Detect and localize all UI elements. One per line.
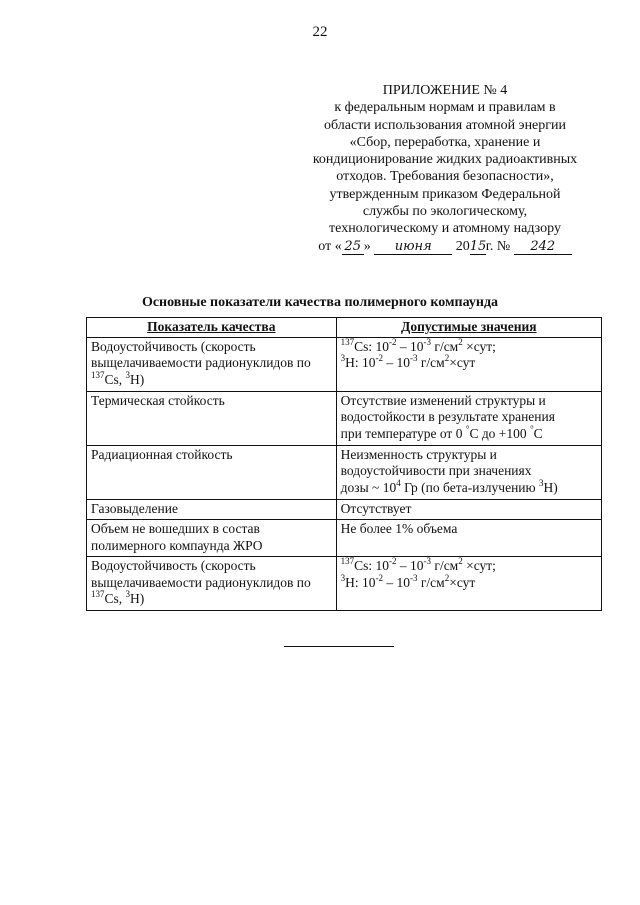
indicator-text: $^{137}$Cs, $^3$H) — [91, 589, 145, 606]
appendix-title: ПРИЛОЖЕНИЕ № 4 — [382, 83, 508, 98]
table-header-row — [87, 318, 602, 338]
value-text: при температуре от 0 °C до +100 °C — [340, 423, 543, 441]
value-text: водоустойчивости при значениях — [340, 463, 532, 478]
value-text: $^3$H: $10^{-2} - 10^{-3}$ $г/см^2\times сут$ — [340, 572, 476, 590]
indicator-cell — [87, 520, 337, 557]
approval-month: июня — [374, 240, 452, 255]
quality-indicators-table — [86, 317, 602, 611]
approval-year-prefix: 20 — [455, 238, 470, 254]
table-row — [87, 499, 602, 520]
value-cell — [336, 557, 601, 611]
closing-rule — [284, 646, 394, 647]
appendix-line: службы по экологическому, — [362, 204, 528, 220]
approval-line — [295, 238, 595, 255]
indicator-text: Водоустойчивость (скорость — [91, 558, 256, 573]
value-cell — [336, 499, 601, 520]
page-number: 22 — [312, 24, 328, 40]
indicator-text: Термическая стойкость — [91, 392, 225, 408]
value-text: Неизменность структуры и — [340, 446, 497, 462]
indicator-cell — [87, 499, 337, 520]
indicator-text: Газовыделение — [91, 500, 178, 516]
approval-close-quote: » — [363, 238, 371, 254]
indicator-cell — [87, 445, 337, 499]
indicator-text: Радиационная стойкость — [91, 446, 233, 462]
appendix-line: области использования атомной энергии — [324, 117, 566, 133]
value-text: дозы ~ $10^4$ Гр (по бета-излучению $^3$H) — [340, 477, 558, 495]
column-header-values: Допустимые значения — [336, 318, 601, 338]
indicator-cell — [87, 557, 337, 611]
appendix-line: к федеральным нормам и правилам в — [334, 100, 556, 116]
indicator-text: Объем не вошедших в состав — [91, 521, 260, 536]
value-text: $^3$H: $10^{-2} - 10^{-3}$ $г/см^2\times сут$ — [340, 353, 476, 370]
indicator-cell — [87, 391, 337, 445]
indicator-text: полимерного компаунда ЖРО — [91, 537, 263, 553]
table-row — [87, 557, 602, 611]
value-cell — [336, 391, 601, 445]
indicator-text: выщелачиваемости радионуклидов по — [91, 574, 311, 590]
value-cell — [336, 337, 601, 391]
value-text: Не более 1% объема — [340, 521, 458, 536]
table-row — [87, 445, 602, 499]
value-text: $^{137}$Cs: $10^{-2} - 10^{-3}$ $г/см^2 \times сут$; — [340, 336, 496, 354]
value-text: Отсутствует — [340, 500, 412, 516]
table-title: Основные показатели качества полимерного компаунда — [141, 295, 499, 310]
appendix-header — [295, 82, 595, 255]
appendix-line: кондиционирование жидких радиоактивных — [312, 152, 578, 168]
appendix-line: отходов. Требования безопасности», — [336, 169, 554, 185]
approval-year-suffix: 15 — [469, 238, 487, 254]
indicator-cell — [87, 337, 337, 391]
table-row — [87, 391, 602, 445]
value-cell — [336, 520, 601, 557]
appendix-line: утвержденным приказом Федеральной — [329, 186, 561, 202]
indicator-text: выщелачиваемости радионуклидов по — [91, 355, 311, 370]
value-cell — [336, 445, 601, 499]
indicator-text: $^{137}$Cs, $^3$H) — [91, 369, 145, 387]
appendix-line: «Сбор, переработка, хранение и — [349, 134, 541, 150]
approval-year-unit: г. № — [485, 238, 511, 254]
value-text: Отсутствие изменений структуры и — [340, 392, 546, 408]
value-text: водостойкости в результате хранения — [340, 409, 555, 424]
approval-day: 25 — [342, 240, 364, 255]
approval-prefix: от « — [318, 238, 342, 254]
indicator-text: Водоустойчивость (скорость — [91, 338, 256, 354]
appendix-line: технологическому и атомному надзору — [329, 221, 561, 237]
table-row — [87, 337, 602, 391]
value-text: $^{137}$Cs: $10^{-2} - 10^{-3}$ $г/см^2 \times сут$; — [340, 556, 496, 573]
approval-number: 242 — [514, 240, 572, 255]
table-row — [87, 520, 602, 557]
column-header-indicator: Показатель качества — [87, 318, 337, 338]
